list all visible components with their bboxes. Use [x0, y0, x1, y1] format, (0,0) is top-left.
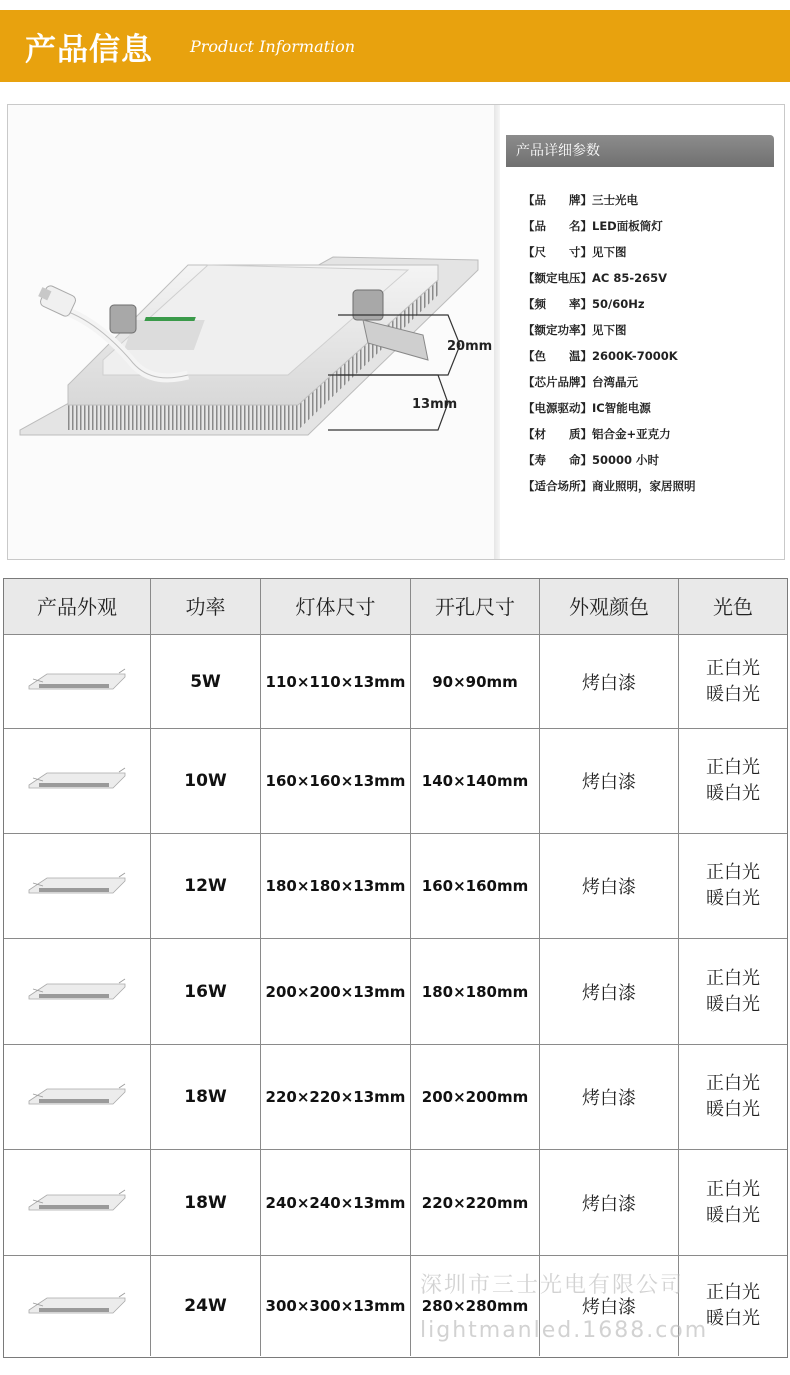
lamp-size-cell: 220×220×13mm [261, 1045, 411, 1149]
light-color-white: 正白光 [706, 757, 760, 778]
spec-key: 【适合场所】 [523, 479, 592, 493]
power-cell: 5W [151, 635, 261, 728]
lamp-size-cell: 200×200×13mm [261, 939, 411, 1044]
column-header: 光色 [713, 595, 753, 619]
table-row [4, 1150, 787, 1256]
lamp-size-cell: 240×240×13mm [261, 1150, 411, 1255]
spec-value: 台湾晶元 [592, 375, 638, 389]
spec-row [523, 343, 774, 369]
light-color-warm: 暖白光 [706, 1099, 760, 1120]
thumbnail-cell [4, 1045, 151, 1149]
product-spec-table [3, 578, 788, 1358]
watermark-company: 深圳市三士光电有限公司 [420, 1273, 685, 1298]
spec-value: AC 85-265V [592, 271, 668, 285]
power-cell: 16W [151, 939, 261, 1044]
spec-row [523, 473, 774, 499]
column-header: 外观颜色 [540, 579, 679, 635]
spec-row [523, 421, 774, 447]
product-thumbnail [27, 1291, 127, 1321]
light-color-white: 正白光 [706, 657, 760, 679]
thumbnail-cell [4, 834, 151, 938]
spec-key: 【品 牌】 [523, 193, 592, 207]
cutout-size-cell: 180×180mm [411, 939, 540, 1044]
light-color-warm: 暖白光 [706, 1204, 760, 1226]
finish-color-cell: 烤白漆 [540, 834, 679, 938]
spec-box [506, 135, 774, 499]
spec-row [523, 213, 774, 239]
spec-key: 【频 率】 [523, 297, 592, 311]
led-panel-light-image [8, 105, 494, 559]
cutout-size-cell: 280×280mm [411, 1256, 540, 1356]
spec-row [523, 291, 774, 317]
product-thumbnail [27, 1188, 127, 1218]
product-thumbnail [27, 766, 127, 796]
spec-row [523, 447, 774, 473]
spec-value: 商业照明，家居照明 [592, 479, 696, 493]
spec-value: 三士光电 [592, 193, 638, 207]
spec-key: 【额定电压】 [523, 271, 592, 285]
spec-row [523, 395, 774, 421]
banner-title: 产品信息 [25, 32, 153, 68]
finish-color-cell: 烤白漆 [540, 729, 679, 833]
spec-value: IC智能电源 [592, 401, 651, 415]
banner-subtitle: Product Information [190, 37, 356, 56]
header-banner [0, 10, 790, 82]
lamp-size-cell: 300×300×13mm [261, 1256, 411, 1356]
cutout-size-cell: 140×140mm [411, 729, 540, 833]
spec-list [506, 187, 774, 499]
light-color-warm: 暖白光 [706, 783, 760, 804]
finish-color-cell: 烤白漆 [540, 1150, 679, 1255]
spec-key: 【寿 命】 [523, 453, 592, 467]
thumbnail-cell [4, 729, 151, 833]
light-color-cell [679, 635, 787, 728]
cutout-size-cell: 160×160mm [411, 834, 540, 938]
spec-key: 【品 名】 [523, 219, 592, 233]
spec-key: 【电源驱动】 [523, 401, 592, 415]
finish-color-cell: 烤白漆 [540, 939, 679, 1044]
spec-value: 见下图 [592, 323, 627, 337]
light-color-cell [679, 1150, 787, 1255]
finish-color-cell: 烤白漆 [540, 1256, 679, 1356]
product-thumbnail [27, 667, 127, 697]
light-color-cell [679, 1045, 787, 1149]
lamp-size-cell: 160×160×13mm [261, 729, 411, 833]
spec-key: 【额定功率】 [523, 323, 592, 337]
thumbnail-cell [4, 635, 151, 728]
spec-row [523, 369, 774, 395]
thumbnail-cell [4, 939, 151, 1044]
spec-key: 【尺 寸】 [523, 245, 592, 259]
table-row [4, 834, 787, 939]
light-color-cell [679, 834, 787, 938]
spec-row [523, 317, 774, 343]
power-cell: 18W [151, 1150, 261, 1255]
finish-color-cell: 烤白漆 [540, 635, 679, 728]
table-row [4, 1045, 787, 1150]
panel-divider [494, 105, 500, 559]
product-thumbnail [27, 977, 127, 1007]
power-cell: 24W [151, 1256, 261, 1356]
thumbnail-cell [4, 1256, 151, 1356]
light-color-warm: 暖白光 [706, 683, 760, 705]
spec-value: 50/60Hz [592, 297, 645, 311]
thumbnail-cell [4, 1150, 151, 1255]
power-cell: 10W [151, 729, 261, 833]
product-info-panel [7, 104, 785, 560]
light-color-warm: 暖白光 [706, 888, 760, 909]
light-color-white: 正白光 [706, 1073, 760, 1094]
spec-key: 【芯片品牌】 [523, 375, 592, 389]
table-row [4, 939, 787, 1045]
dimension-label-20mm: 20mm [447, 339, 493, 354]
column-header: 开孔尺寸 [411, 579, 540, 635]
light-color-cell [679, 939, 787, 1044]
product-thumbnail [27, 1082, 127, 1112]
light-color-white: 正白光 [706, 967, 760, 989]
column-header: 功率 [151, 579, 261, 635]
spec-row [523, 239, 774, 265]
spec-row [523, 265, 774, 291]
product-thumbnail [27, 871, 127, 901]
table-row [4, 729, 787, 834]
cutout-size-cell: 90×90mm [411, 635, 540, 728]
column-header: 灯体尺寸 [261, 579, 411, 635]
power-cell: 18W [151, 1045, 261, 1149]
light-color-white: 正白光 [706, 1178, 760, 1200]
spec-value: 铝合金+亚克力 [592, 427, 671, 441]
watermark-url: lightmanled.1688.com [420, 1318, 709, 1343]
spec-heading: 产品详细参数 [506, 135, 774, 167]
spec-value: 2600K-7000K [592, 349, 678, 363]
lamp-size-cell: 180×180×13mm [261, 834, 411, 938]
light-color-white: 正白光 [706, 862, 760, 883]
spec-row [523, 187, 774, 213]
spec-key: 【色 温】 [523, 349, 592, 363]
cutout-size-cell: 200×200mm [411, 1045, 540, 1149]
product-photo [8, 105, 494, 559]
spec-key: 【材 质】 [523, 427, 592, 441]
light-color-warm: 暖白光 [706, 1308, 760, 1329]
spec-value: LED面板筒灯 [592, 219, 663, 233]
spec-value: 见下图 [592, 245, 627, 259]
cutout-size-cell: 220×220mm [411, 1150, 540, 1255]
light-color-white: 正白光 [706, 1282, 760, 1303]
column-header: 产品外观 [4, 579, 151, 635]
finish-color-cell: 烤白漆 [540, 1045, 679, 1149]
table-row [4, 635, 787, 729]
power-cell: 12W [151, 834, 261, 938]
light-color-warm: 暖白光 [706, 993, 760, 1015]
lamp-size-cell: 110×110×13mm [261, 635, 411, 728]
table-header [4, 579, 787, 635]
dimension-label-13mm: 13mm [412, 397, 458, 412]
spec-value: 50000 小时 [592, 453, 660, 467]
light-color-cell [679, 729, 787, 833]
